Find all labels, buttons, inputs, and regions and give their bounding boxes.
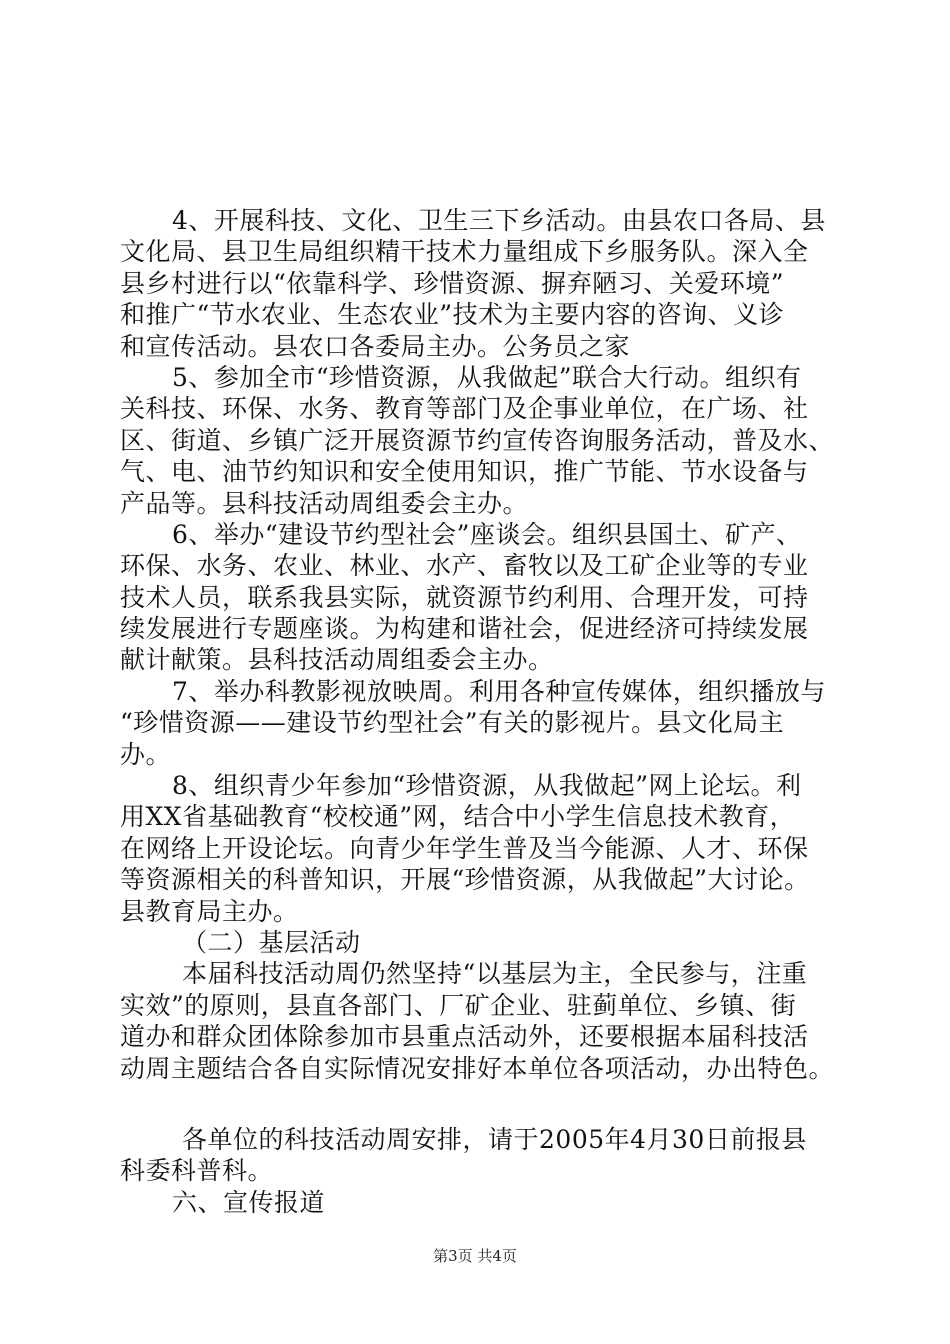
paragraph-8-line-2: 用XX省基础教育“校校通”网，结合中小学生信息技术教育，: [120, 802, 796, 832]
paragraph-4-line-5: 和宣传活动。县农口各委局主办。公务员之家: [120, 331, 631, 361]
paragraph-8-line-1: 8、组织青少年参加“珍惜资源，从我做起”网上论坛。利: [172, 771, 802, 801]
schedule-notice-line-2: 科委科普科。: [120, 1156, 274, 1186]
document-body: [120, 205, 835, 1218]
grassroots-paragraph-line-3: 道办和群众团体除参加市县重点活动外，还要根据本届科技活: [120, 1022, 809, 1052]
grassroots-paragraph-line-1: 本届科技活动周仍然坚持“以基层为主，全民参与，注重: [182, 959, 808, 989]
paragraph-8-line-4: 等资源相关的科普知识，开展“珍惜资源，从我做起”大讨论。: [120, 865, 810, 895]
paragraph-5-line-2: 关科技、环保、水务、教育等部门及企事业单位，在广场、社: [120, 394, 809, 424]
grassroots-paragraph-line-4: 动周主题结合各自实际情况安排好本单位各项活动，办出特色。: [120, 1053, 835, 1083]
page-number-footer: 第3页 共4页: [433, 1247, 517, 1265]
paragraph-8-line-3: 在网络上开设论坛。向青少年学生普及当今能源、人才、环保: [120, 833, 809, 863]
paragraph-5-line-3: 区、街道、乡镇广泛开展资源节约宣传咨询服务活动，普及水、: [120, 425, 835, 455]
paragraph-4-line-3: 县乡村进行以“依靠科学、珍惜资源、摒弃陋习、关爱环境”: [120, 268, 785, 298]
paragraph-6-line-4: 续发展进行专题座谈。为构建和谐社会，促进经济可持续发展: [120, 614, 809, 644]
paragraph-7-line-2: “珍惜资源——建设节约型社会”有关的影视片。县文化局主: [120, 708, 785, 738]
paragraph-5-line-1: 5、参加全市“珍惜资源，从我做起”联合大行动。组织有: [172, 362, 802, 392]
paragraph-4-line-2: 文化局、县卫生局组织精干技术力量组成下乡服务队。深入全: [120, 237, 809, 267]
paragraph-6-line-1: 6、举办“建设节约型社会”座谈会。组织县国土、矿产、: [172, 519, 802, 549]
grassroots-paragraph-line-2: 实效”的原则，县直各部门、厂矿企业、驻蓟单位、乡镇、街: [120, 990, 797, 1020]
paragraph-6-line-3: 技术人员，联系我县实际，就资源节约利用、合理开发，可持: [120, 582, 809, 612]
paragraph-6-line-2: 环保、水务、农业、林业、水产、畜牧以及工矿企业等的专业: [120, 551, 809, 581]
section-heading-publicity: 六、宣传报道: [172, 1187, 326, 1217]
paragraph-7-line-1: 7、举办科教影视放映周。利用各种宣传媒体，组织播放与: [172, 676, 826, 706]
paragraph-6-line-5: 献计献策。县科技活动周组委会主办。: [120, 645, 554, 675]
paragraph-4-line-1: 4、开展科技、文化、卫生三下乡活动。由县农口各局、县: [172, 206, 826, 235]
schedule-notice-line-1: 各单位的科技活动周安排，请于2005年4月30日前报县: [182, 1124, 807, 1154]
paragraph-7-line-3: 办。: [120, 739, 172, 769]
paragraph-5-line-4: 气、电、油节约知识和安全使用知识，推广节能、节水设备与: [120, 457, 809, 487]
paragraph-gap: [120, 1084, 835, 1124]
paragraph-5-line-5: 产品等。县科技活动周组委会主办。: [120, 488, 529, 518]
section-heading-grassroots: （二）基层活动: [182, 927, 361, 957]
paragraph-4-line-4: 和推广“节水农业、生态农业”技术为主要内容的咨询、义诊: [120, 300, 785, 330]
paragraph-8-line-5: 县教育局主办。: [120, 896, 299, 926]
